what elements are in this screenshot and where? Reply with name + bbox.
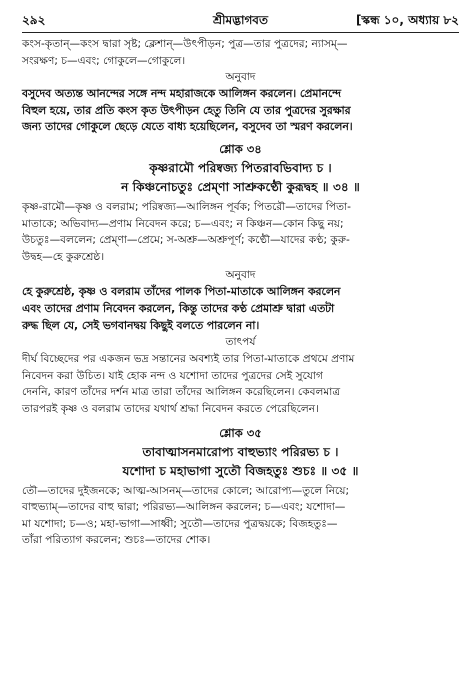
text-line: রুদ্ধ ছিল যে, সেই ভগবানদ্বয় কিছুই বলতে পারলেন না। [22,318,260,332]
translation [22,86,459,136]
verse-line: ন কিঞ্চনোচতুঃ প্রেম্ণা সাশ্রুকণ্ঠৌ কুরূদ্বহ ॥ ৩৪ ॥ [121,179,360,194]
text-line: নিবেদন করা উচিত। যাই হোক নন্দ ও যশোদা তাদের পুত্রদের সেই সুযোগ [22,369,323,382]
verse-line: যশোদা চ মহাভাগা সুতৌ বিজহতুঃ শুচঃ ॥ ৩৫ ॥ [122,463,359,478]
text-line: বিহুল হয়ে, তার প্রতি কংস কৃত উৎপীড়ন হেতু তিনি যে তার পুত্রদের সুরক্ষার [22,103,351,117]
text-line: তাঁরা পরিত্যাগ করলেন; শুচঃ—তাদের শোক। [22,534,211,547]
text-line: তৌ—তাদের দুইজনকে; আত্ম-আসনম্—তাদের কোলে; আরোপ্য—তুলে নিয়ে; [22,484,350,497]
text-line: উচতুঃ—বললেন; প্রেম্ণা—প্রেমে; স-অশ্রু—অশ্রুপূর্ণ; কণ্ঠৌ—যাদের কণ্ঠ; কুরু- [22,234,350,247]
verse-35 [22,424,459,549]
text-line: দেননি, কারণ তাঁদের দর্শন মাত্র তারা তাঁদের আলিঙ্গন করেছিলেন। কেবলমাত্র [22,386,341,399]
shloka-heading: শ্লোক ৩৪ [219,141,262,156]
verse-line: তাবাত্মাসনমারোপ্য বাহুভ্যাং পরিরভ্য চ । [142,444,339,459]
word-meanings [22,199,459,265]
text-line: দীর্ঘ বিচ্ছেদের পর একজন ভদ্র সন্তানের অবশ্যই তার পিতা-মাতাকে প্রথমে প্রণাম [22,353,355,366]
book-title: শ্রীমদ্ভাগবত [212,13,268,27]
text-line: কৃষ্ণ-রামৌ—কৃষ্ণ ও বলরাম; পরিষ্বজ্য—আলিঙ্গন পূর্বক; পিতরৌ—তাদের পিতা- [22,200,351,213]
verse-line: কৃষ্ণরামৌ পরিষ্বজ্য পিতরাবভিবাদ্য চ । [149,160,332,175]
text-line: এবং তাদের প্রণাম নিবেদন করলেন, কিন্তু তাদের কণ্ঠ প্রেমাশ্রু দ্বারা এতটা [22,301,335,315]
verse-34 [22,140,459,418]
sanskrit-verse [22,159,459,197]
text-line: মাতাকে; অভিবাদ্য—প্রণাম নিবেদন করে; চ—এবং; ন কিঞ্চন—কোন কিছু নয়; [22,217,344,230]
translation [22,284,459,334]
translation-heading: অনুবাদ [225,71,256,84]
page-number: ২৯২ [22,13,46,27]
text-line: কংস-কৃতান্—কংস দ্বারা সৃষ্ট; ক্লেশান্—উৎপীড়ন; পুত্র—তার পুত্রদের; ন্যাসম্— [22,38,348,50]
word-meanings [22,483,459,549]
shloka-heading: শ্লোক ৩৫ [219,425,262,440]
text-line: সংরক্ষণ; চ—এবং; গোকুলে—গোকুলে। [22,54,186,67]
text-line: মা যশোদা; চ—ও; মহা-ভাগা—সাধ্বী; সুতৌ—তাদের পুত্রদ্বয়কে; বিজহতুঃ— [22,517,338,530]
purport [22,351,459,417]
text-line: উদ্বহ—হে কুরুশ্রেষ্ঠ। [22,250,105,263]
purport-heading: তাৎপর্য [225,336,256,349]
header-rule [22,32,459,33]
chapter-reference: [স্কন্ধ ১০, অধ্যায় ৮২ [355,13,459,27]
text-line: জন্য তাদের গোকুলে ছেড়ে যেতে বাধ্য হয়েছিলেন, বসুদেব তা স্মরণ করলেন। [22,120,353,134]
text-line: হে কুরুশ্রেষ্ঠ, কৃষ্ণ ও বলরাম তাঁদের পালক পিতা-মাতাকে আলিঙ্গন করলেন [22,285,341,299]
translation-heading: অনুবাদ [225,269,256,282]
running-header [22,8,459,30]
word-meanings [22,36,459,69]
sanskrit-verse [22,443,459,481]
text-line: তারপরই কৃষ্ণ ও বলরাম তাদের যথার্থ শ্রদ্ধা নিবেদন করতে পেরেছিলেন। [22,402,319,415]
text-line: বাহুভ্যাম্—তাদের বাহু দ্বারা; পরিরভ্য—আলিঙ্গন করলেন; চ—এবং; যশোদা— [22,501,346,514]
text-line: বসুদেব অত্যন্ত আনন্দের সঙ্গে নন্দ মহারাজকে আলিঙ্গন করলেন। প্রেমানন্দে [22,87,341,101]
verse-33-continued [22,36,459,136]
